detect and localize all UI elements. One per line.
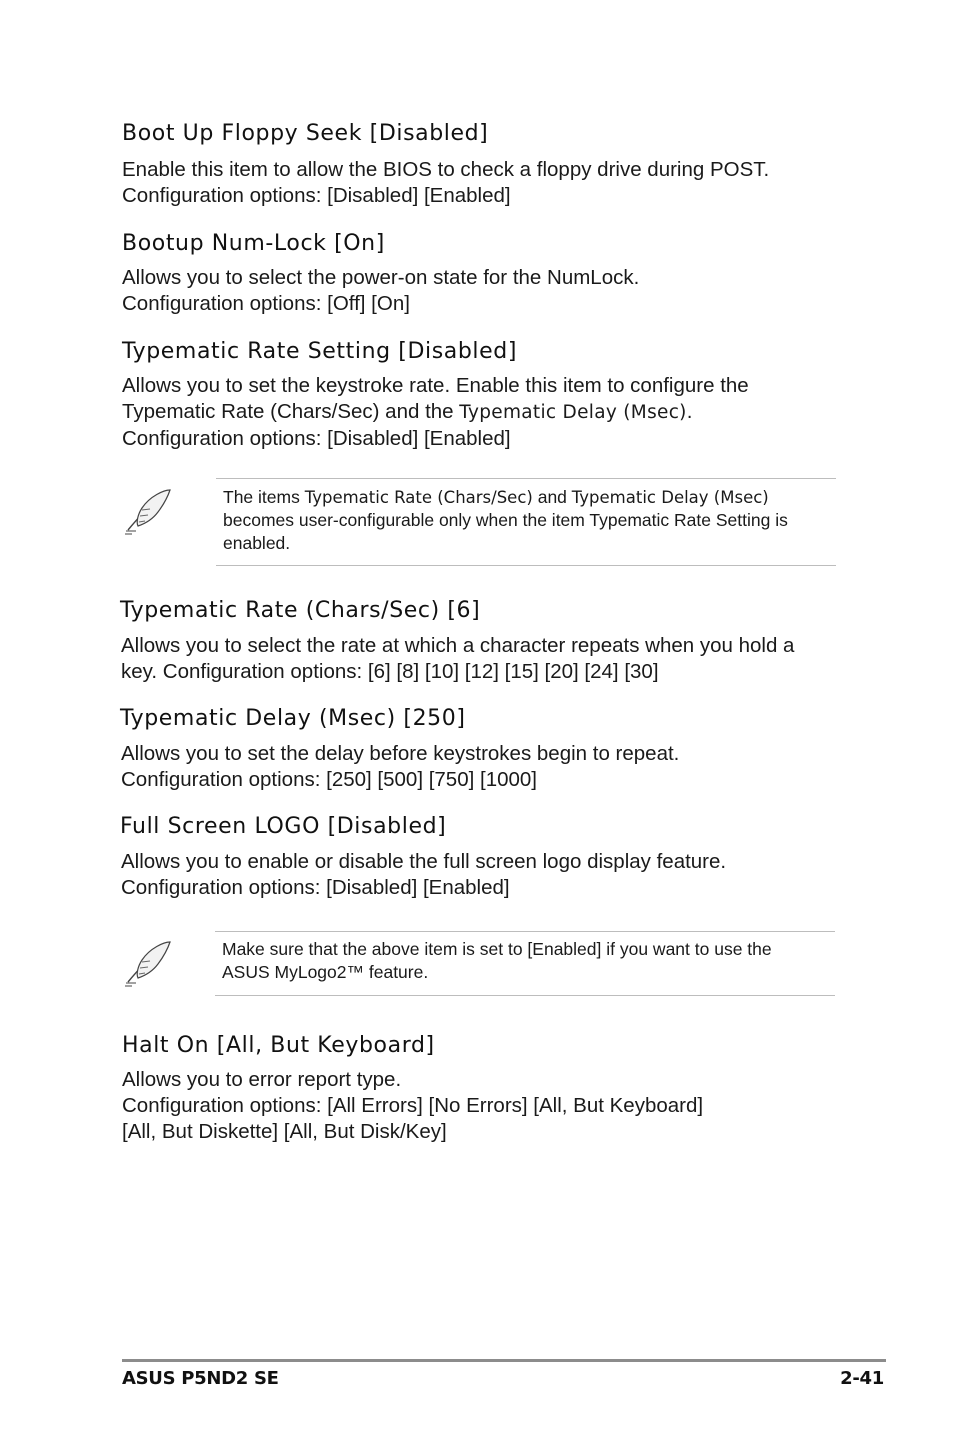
body-line: Allows you to set the delay before keystrokes begin to repeat. [121,742,680,765]
footer-rule [122,1359,886,1362]
body-text: Typematic Rate (Chars/Sec) and the [122,400,460,423]
note-box-mylogo [215,931,835,996]
section-title-boot-up-floppy-seek: Boot Up Floppy Seek [Disabled] [122,121,489,146]
section-title-bootup-num-lock: Bootup Num-Lock [On] [122,231,385,256]
section-title-typematic-delay: Typematic Delay (Msec) [250] [120,706,466,731]
body-line: Allows you to select the power-on state for the NumLock. [122,266,640,289]
feather-pen-icon [120,936,174,990]
body-line: Configuration options: [Disabled] [Enabled] [122,184,511,207]
body-line: Configuration options: [Off] [On] [122,292,410,315]
section-body-typematic-rate-setting [122,373,749,452]
section-title-halt-on: Halt On [All, But Keyboard] [122,1033,435,1058]
section-body-boot-up-floppy-seek [122,157,769,209]
body-line: Configuration options: [Disabled] [Enabled] [121,876,510,899]
section-body-bootup-num-lock [122,265,639,317]
inline-term: Typematic Delay (Msec) [459,402,687,423]
inline-term: Typematic Delay (Msec) [571,488,769,507]
inline-term: Typematic Rate (Chars/Sec) [304,488,533,507]
section-body-halt-on [122,1067,703,1145]
body-line: Enable this item to allow the BIOS to check a floppy drive during POST. [122,158,770,181]
body-line: Allows you to select the rate at which a character repeats when you hold a [121,634,795,657]
footer-product-name: ASUS P5ND2 SE [122,1368,279,1389]
body-text: . [686,400,693,423]
body-line: Configuration options: [Disabled] [Enabled] [122,427,511,450]
section-title-typematic-rate-chars: Typematic Rate (Chars/Sec) [6] [120,598,481,623]
section-body-typematic-rate-chars [121,633,794,685]
note-line: becomes user-configurable only when the item Typematic Rate Setting is [223,510,788,530]
note-text-part: and [532,487,572,507]
note-text [223,486,788,555]
body-line: Configuration options: [All Errors] [No Errors] [All, But Keyboard] [122,1094,704,1117]
section-title-full-screen-logo: Full Screen LOGO [Disabled] [120,814,447,839]
note-line: ASUS MyLogo2™ feature. [222,962,429,982]
section-body-full-screen-logo [121,849,726,901]
body-line: [All, But Diskette] [All, But Disk/Key] [122,1120,447,1143]
body-line [122,399,749,426]
body-line: Allows you to set the keystroke rate. Enable this item to configure the [122,374,749,397]
note-line [223,486,788,509]
body-line: Allows you to enable or disable the full screen logo display feature. [121,850,727,873]
feather-pen-icon [120,484,174,538]
section-title-typematic-rate-setting: Typematic Rate Setting [Disabled] [122,339,518,364]
body-line: Configuration options: [250] [500] [750] [1000] [121,768,537,791]
section-body-typematic-delay [121,741,679,793]
note-box-typematic [216,478,836,566]
body-line: key. Configuration options: [6] [8] [10] [12] [15] [20] [24] [30] [121,660,659,683]
note-text [222,938,772,984]
footer-page-number: 2-41 [840,1368,884,1389]
note-line: enabled. [223,533,291,553]
body-line: Allows you to error report type. [122,1068,402,1091]
note-line: Make sure that the above item is set to [Enabled] if you want to use the [222,939,772,959]
note-text-part: The items [223,487,305,507]
